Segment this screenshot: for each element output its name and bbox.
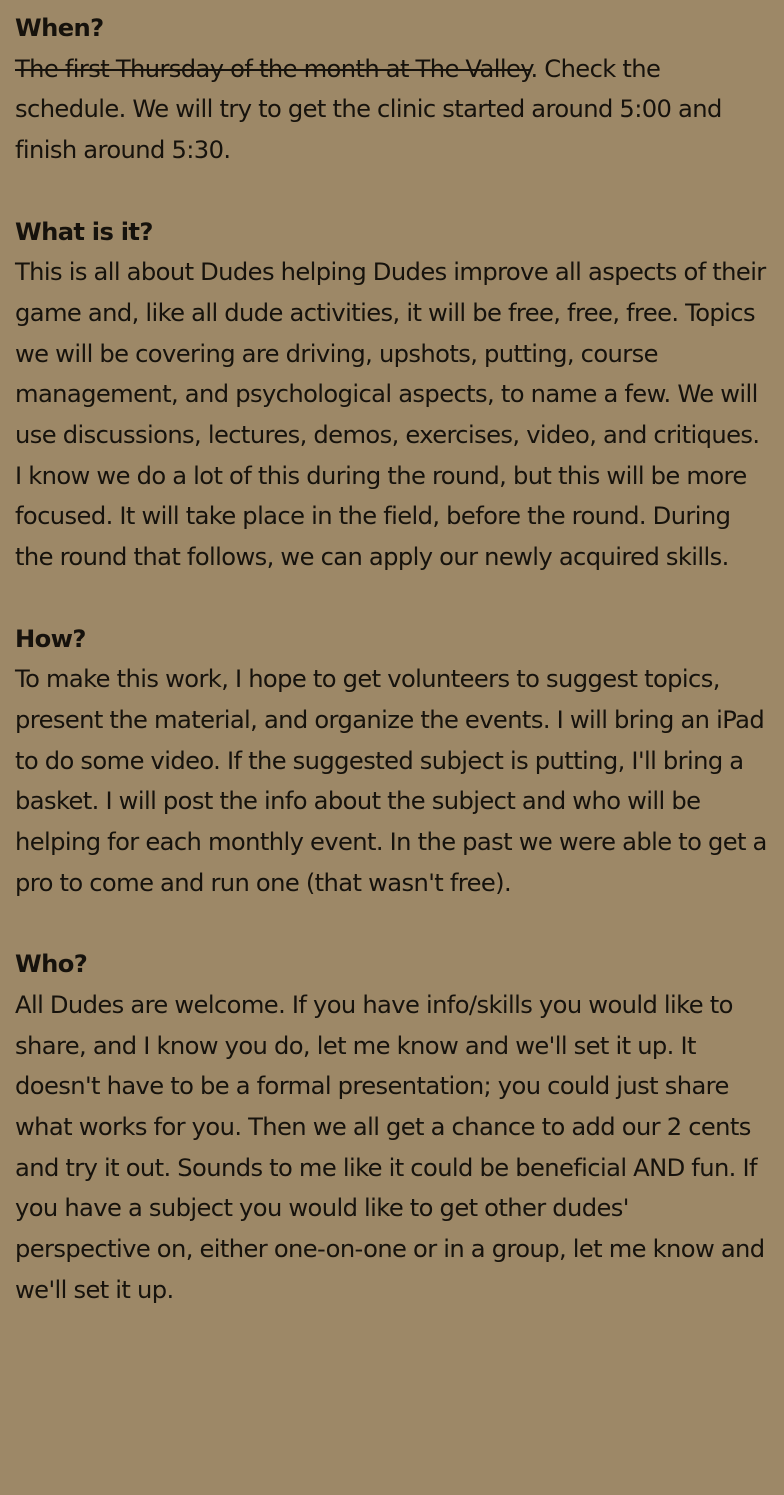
section-what-is-it [15, 212, 770, 578]
section-heading: What is it? [15, 217, 153, 246]
section-body-text: This is all about Dudes helping Dudes improve all aspects of their game and, like all dude activities, it will be free, free, free. Topics we will be covering are driving, upshots, putting, course management, and psychological aspects, to name a few. We will use discussions, lectures, demos, exercises, video, and critiques. I know we do a lot of this during the round, but this will be more focused. It will take place in the field, before the round. During the round that follows, we can apply our newly acquired skills. [15, 258, 766, 572]
section-heading: Who? [15, 950, 88, 979]
section-when [15, 8, 770, 171]
section-body-text: . Check the schedule. We will try to get the clinic started around 5:00 and finish around 5:30. [15, 54, 722, 165]
section-heading: How? [15, 624, 86, 653]
section-who [15, 944, 770, 1310]
section-body-text: To make this work, I hope to get volunteers to suggest topics, present the material, and organize the events. I will bring an iPad to do some video. If the suggested subject is putting, I'll bring a basket. I will post the info about the subject and who will be helping for each monthly event. In the past we were able to get a pro to come and run one (that wasn't free). [15, 665, 767, 897]
struck-text: The first Thursday of the month at The Valley [15, 54, 531, 83]
section-heading: When? [15, 14, 104, 42]
section-how [15, 619, 770, 904]
section-body-text: All Dudes are welcome. If you have info/skills you would like to share, and I know you do, let me know and we'll set it up. It doesn't have to be a formal presentation; you could just share what works for you. Then we all get a chance to add our 2 cents and try it out. Sounds to me like it could be beneficial AND fun. If you have a subject you would like to get other dudes' perspective on, either one-on-one or in a group, let me know and we'll set it up. [15, 990, 765, 1304]
section-body [15, 49, 770, 171]
